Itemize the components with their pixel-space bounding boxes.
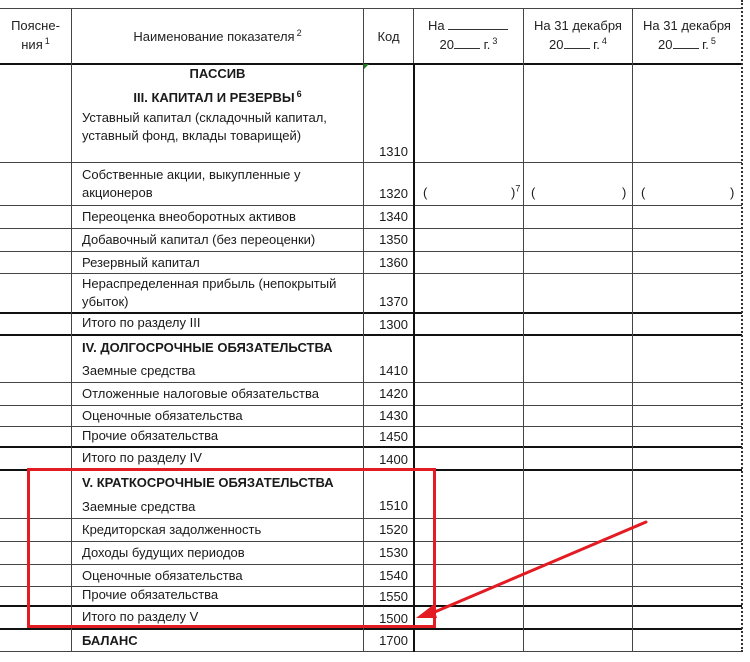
header-notes [0, 16, 71, 54]
year-prefix: 20 [439, 37, 455, 52]
section-title-v: V. КРАТКОСРОЧНЫЕ ОБЯЗАТЕЛЬСТВА [82, 475, 334, 490]
row-code-1540: 1540 [379, 568, 408, 583]
row-code-1340: 1340 [379, 209, 408, 224]
row-divider [0, 251, 742, 252]
year-prefix: 20 [658, 37, 673, 52]
row-code-1530: 1530 [379, 545, 408, 560]
row-name-1540: Оценочные обязательства [82, 568, 243, 583]
row-code-1500: 1500 [379, 611, 408, 626]
row-code-1320: 1320 [379, 186, 408, 201]
row-name-1410: Заемные средства [82, 363, 196, 378]
row-name-1320: Собственные акции, выкупленные у акционеров [82, 167, 301, 200]
footnote-ref: 6 [296, 88, 302, 99]
paren-close: ) [730, 185, 735, 200]
year-blank-field[interactable] [673, 36, 699, 49]
paren-close-char: ) [511, 185, 516, 200]
row-name-1400: Итого по разделу IV [82, 450, 202, 465]
footnote-ref: 7 [515, 183, 521, 194]
row-code-1350: 1350 [379, 232, 408, 247]
row-divider [0, 405, 742, 406]
row-code-1370: 1370 [379, 294, 408, 309]
year-suffix: г. [483, 37, 491, 52]
year-suffix: г. [702, 37, 709, 52]
column-divider [523, 8, 524, 652]
row-code-1420: 1420 [379, 386, 408, 401]
header-period-3-line1: На 31 декабря [643, 18, 731, 33]
row-code-1510: 1510 [379, 498, 408, 513]
header-indicator-label: Наименование показателя [133, 29, 295, 44]
row-name-1530: Доходы будущих периодов [82, 545, 245, 560]
row-code-1300: 1300 [379, 317, 408, 332]
row-divider [0, 628, 742, 630]
row-code-1430: 1430 [379, 408, 408, 423]
section-title-iii-text: III. КАПИТАЛ И РЕЗЕРВЫ [133, 90, 295, 105]
paren-open: ( [423, 185, 428, 200]
form-title-liabilities: ПАССИВ [189, 66, 246, 81]
header-notes-line2: ния [21, 37, 43, 52]
row-divider [0, 228, 742, 229]
row-code-1550: 1550 [379, 589, 408, 604]
year-blank-field[interactable] [454, 36, 480, 49]
header-indicator-name [72, 27, 363, 46]
row-name-1700: БАЛАНС [82, 633, 138, 648]
date-blank-field[interactable] [448, 17, 508, 30]
row-name-1550: Прочие обязательства [82, 587, 219, 602]
header-period-1-line1: На [428, 18, 445, 33]
row-code-1520: 1520 [379, 522, 408, 537]
header-period-1 [414, 16, 523, 54]
cell-comment-marker [364, 64, 369, 69]
section-title-iv: IV. ДОЛГОСРОЧНЫЕ ОБЯЗАТЕЛЬСТВА [82, 340, 333, 355]
table-top-border [0, 8, 742, 9]
row-name-1340: Переоценка внеоборотных активов [82, 209, 296, 224]
row-divider [0, 205, 742, 206]
row-name-1360: Резервный капитал [82, 255, 200, 270]
header-code: Код [377, 29, 400, 44]
footnote-ref: 2 [296, 27, 302, 38]
row-code-1360: 1360 [379, 255, 408, 270]
row-divider [0, 446, 742, 448]
footnote-ref: 5 [710, 35, 716, 46]
row-code-1310: 1310 [379, 144, 408, 159]
row-name-1370: Нераспределенная прибыль (непокрытый убыток) [82, 276, 337, 309]
row-code-1410: 1410 [379, 363, 408, 378]
year-blank-field[interactable] [564, 36, 590, 49]
section-title-iii [72, 89, 363, 107]
paren-close [511, 185, 520, 200]
paren-close: ) [622, 185, 627, 200]
row-name-1420: Отложенные налоговые обязательства [82, 386, 319, 401]
footnote-ref: 3 [492, 35, 498, 46]
year-prefix: 20 [549, 37, 564, 52]
row-name-1430: Оценочные обязательства [82, 408, 243, 423]
year-suffix: г. [593, 37, 600, 52]
row-code-1450: 1450 [379, 429, 408, 444]
row-name-1520: Кредиторская задолженность [82, 522, 262, 537]
column-divider-dotted [741, 0, 743, 652]
footnote-ref: 4 [601, 35, 607, 46]
footnote-ref: 1 [44, 35, 50, 46]
column-divider [632, 8, 633, 652]
row-divider [0, 273, 742, 274]
paren-open: ( [531, 185, 536, 200]
highlight-box-short-term-liabilities [27, 468, 436, 628]
row-name-1310: Уставный капитал (складочный капитал, уставный фонд, вклады товарищей) [82, 110, 327, 143]
row-name-1350: Добавочный капитал (без переоценки) [82, 232, 316, 247]
row-divider [0, 382, 742, 383]
header-notes-line1: Поясне- [11, 18, 60, 33]
row-code-1700: 1700 [379, 633, 408, 648]
header-period-2-line1: На 31 декабря [534, 18, 622, 33]
row-divider [0, 162, 742, 163]
row-name-1450: Прочие обязательства [82, 428, 219, 443]
table-bottom-border [0, 651, 742, 652]
row-code-1400: 1400 [379, 452, 408, 467]
row-divider [0, 334, 742, 336]
row-name-1300: Итого по разделу III [82, 315, 201, 330]
paren-open: ( [641, 185, 646, 200]
header-period-3 [633, 16, 741, 54]
row-name-1500: Итого по разделу V [82, 609, 199, 624]
header-period-2 [524, 16, 632, 54]
row-name-1510: Заемные средства [82, 499, 196, 514]
